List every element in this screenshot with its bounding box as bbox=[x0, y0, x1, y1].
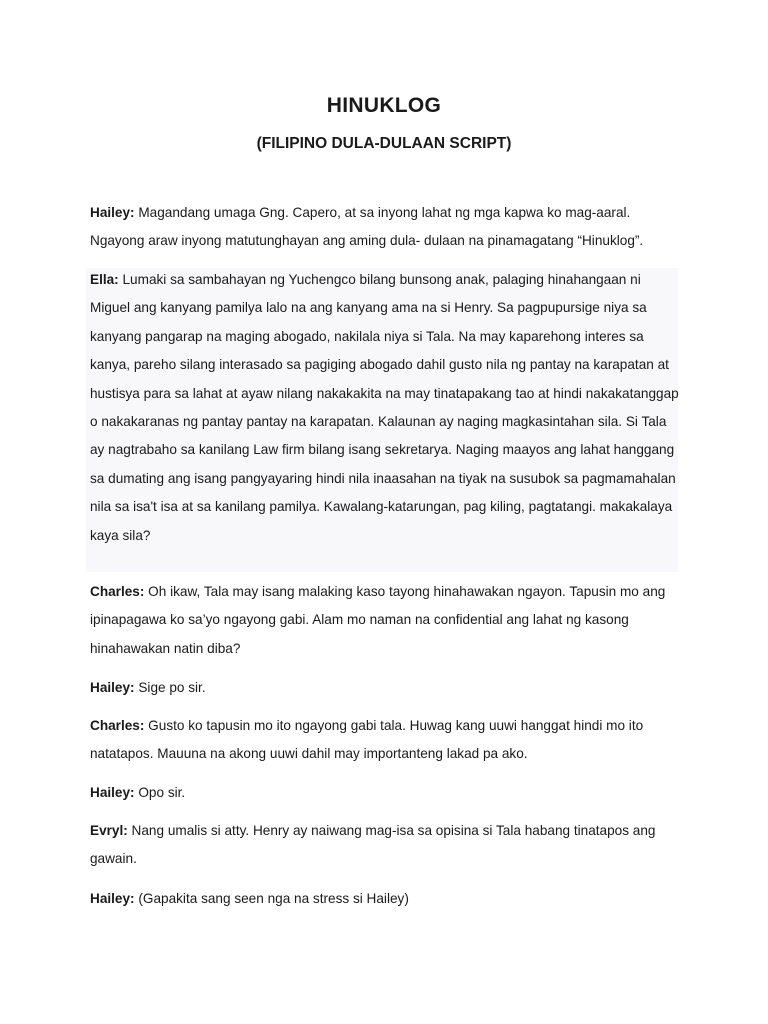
script-line bbox=[90, 674, 682, 702]
script-line bbox=[90, 712, 682, 769]
speaker-name: Hailey: bbox=[90, 205, 135, 220]
script-line bbox=[90, 779, 682, 807]
dialogue-text: Gusto ko tapusin mo ito ngayong gabi tala. Huwag kang uuwi hanggat hindi mo ito natatapos. Mauuna na akong uuwi dahil may importanteng lakad pa ako. bbox=[90, 718, 644, 762]
speaker-name: Hailey: bbox=[90, 785, 135, 800]
speaker-name: Evryl: bbox=[90, 823, 128, 838]
dialogue-text: Magandang umaga Gng. Capero, at sa inyong lahat ng mga kapwa ko mag-aaral. Ngayong araw inyong matutunghayan ang aming dula- dulaan na pinamagatang “Hinuklog”. bbox=[90, 205, 644, 249]
script-line bbox=[90, 266, 682, 550]
speaker-name: Ella: bbox=[90, 272, 119, 287]
speaker-name: Charles: bbox=[90, 718, 145, 733]
dialogue-text: Oh ikaw, Tala may isang malaking kaso tayong hinahawakan ngayon. Tapusin mo ang ipinapagawa ko sa’yo ngayong gabi. Alam mo naman na confidential ang lahat ng kasong hinahawakan natin diba? bbox=[90, 584, 666, 656]
speaker-name: Hailey: bbox=[90, 680, 135, 695]
script-line bbox=[90, 817, 682, 874]
dialogue-text: Sige po sir. bbox=[134, 680, 206, 695]
script-line bbox=[90, 578, 682, 663]
script-line bbox=[90, 199, 682, 256]
dialogue-text: (Gapakita sang seen nga na stress si Hailey) bbox=[134, 891, 409, 906]
speaker-name: Charles: bbox=[90, 584, 145, 599]
speaker-name: Hailey: bbox=[90, 891, 135, 906]
script-line bbox=[90, 885, 682, 913]
page-title: HINUKLOG bbox=[326, 94, 442, 117]
dialogue-text: Lumaki sa sambahayan ng Yuchengco bilang bunsong anak, palaging hinahangaan ni Miguel ang kanyang pamilya lalo na ang kanyang ama na si Henry. Sa pagpupursige niya sa kanyang pangarap na maging abogado, nakilala niya si Tala. Na may kaparehong interes sa kanya, pareho silang interasado sa pagiging abogado dahil gusto nila ng pantay na karapatan at hustisya para sa lahat at ayaw nilang nakakakita na may tinatapakang tao at hindi nakakatanggap o nakakaranas ng pantay pantay na karapatan. Kalaunan ay naging magkasintahan sila. Si Tala ay nagtrabaho sa kanilang Law firm bilang isang sekretarya. Naging maayos ang lahat hanggang sa dumating ang isang pangyayaring hindi nila inaasahan na tiyak na susubok sa pagmamahalan nila sa isa't isa at sa kanilang pamilya. Kawalang-katarungan, pag kiling, pagtatangi. makakalaya kaya sila? bbox=[90, 272, 679, 543]
dialogue-text: Opo sir. bbox=[134, 785, 186, 800]
dialogue-text: Nang umalis si atty. Henry ay naiwang mag-isa sa opisina si Tala habang tinatapos ang gawain. bbox=[90, 823, 656, 867]
page-subtitle: (FILIPINO DULA-DULAAN SCRIPT) bbox=[256, 135, 512, 152]
